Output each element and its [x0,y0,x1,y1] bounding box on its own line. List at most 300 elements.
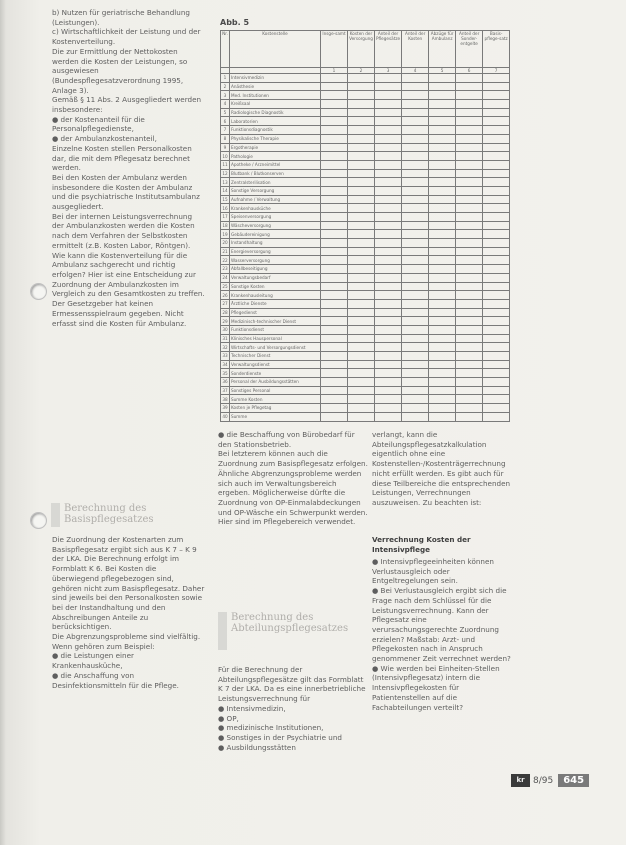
table-cell [402,143,429,152]
table-cell [402,239,429,248]
table-cell [375,186,402,195]
binder-hole-icon [30,283,47,300]
row-number: 20 [222,240,228,246]
table-cell [402,404,429,413]
table-cell [483,395,510,404]
table-cell [429,169,456,178]
table-cell [375,134,402,143]
paragraph: Der Gesetzgeber hat keinen Ermessensspielraum gegeben. Nicht erfasst sind die Kosten für Ambulanz. [52,299,187,328]
row-number: 37 [222,388,228,394]
table-row [221,378,510,387]
table-cell [321,404,348,413]
table-cell [483,82,510,91]
table-index-cell: 1 [321,68,348,74]
table-index-cell: 5 [429,68,456,74]
table-cell [348,117,375,126]
paragraph: ● medizinische Institutionen, [218,723,324,733]
table-cell [402,308,429,317]
table-cell [348,239,375,248]
table-cell [456,152,483,161]
paragraph: Bei der internen Leistungsverrechnung der Ambulanzkosten werden die Kosten nach dem Verfahren der Selbstkosten ermittelt (z.B. Kosten Labor, Röntgen). [52,211,195,250]
row-number: 22 [222,257,228,263]
table-cell [375,317,402,326]
table-cell [429,299,456,308]
table-cell [429,378,456,387]
table-index-cell: 6 [456,68,483,74]
table-cell [456,221,483,230]
row-label: Ergotherapie [230,143,321,152]
row-label: Sonstige Versorgung [230,186,321,195]
row-number: 4 [221,100,230,109]
table-cell [375,265,402,274]
table-cell [375,404,402,413]
table-cell [483,204,510,213]
table-cell [483,169,510,178]
table-cell [483,386,510,395]
table-cell [321,100,348,109]
left-text-column [52,8,205,328]
table-cell [348,152,375,161]
paragraph: Wie kann die Kostenverteilung für die Ambulanz sachgerecht und richtig erfolgen? Hier ist eine Entscheidung zur Zuordnung der Ambulanzkosten im Vergleich zu den Gesamtkosten zu treffen. [52,250,205,299]
table-row [221,230,510,239]
table-cell [429,160,456,169]
table-cell [348,395,375,404]
table-cell [402,256,429,265]
table-cell [321,117,348,126]
table-cell [321,273,348,282]
section-heading-basispflegesatz: Berechnung des Basispflegesatzes [64,503,154,525]
row-number: 23 [222,266,228,272]
table-cell [348,204,375,213]
table-cell [429,343,456,352]
table-cell [456,186,483,195]
table-header-cell: Insge-samt [321,31,348,68]
table-cell [402,230,429,239]
row-number: 15 [222,196,228,202]
table-cell [402,412,429,421]
table-cell [375,334,402,343]
row-label: Radiologische Diagnostik [230,108,321,117]
table-cell [456,369,483,378]
paragraph: Die Zuordnung der Kostenarten zum Basispflegesatz ergibt sich aus K 7 – K 9 der LKA. Die Berechnung erfolgt im Formblatt K 6. Bei Kosten die überwiegend pflegebezogen sind, gehören nicht zum Basispflegesatz. Daher sind jeweils bei den Personalkosten sowie bei der Instandhaltung und den Abschreibungen Anteile zu berücksichtigen. [52,535,205,632]
table-cell [429,134,456,143]
table-cell [483,256,510,265]
table-cell [456,412,483,421]
table-cell [348,143,375,152]
row-label: Gebäudereinigung [230,230,321,239]
row-number: 39 [222,405,228,411]
table-cell [483,178,510,187]
table-cell [375,369,402,378]
table-row [221,386,510,395]
row-number: 36 [222,379,228,385]
table-cell [375,160,402,169]
table-cell [402,186,429,195]
table-cell [375,282,402,291]
row-label: Krankenhausleitung [230,291,321,300]
table-cell [456,334,483,343]
table-cell [402,317,429,326]
row-number: 27 [222,301,228,307]
paragraph: ● die Leistungen einer Krankenhausküche, [52,651,134,671]
row-number: 16 [222,205,228,211]
table-cell [321,126,348,135]
row-label: Energieversorgung [230,247,321,256]
table-cell [348,74,375,83]
row-number: 11 [222,162,228,168]
row-label: Anästhesie [230,82,321,91]
table-row [221,265,510,274]
table-cell [348,273,375,282]
table-cell [483,100,510,109]
table-row [221,134,510,143]
section-heading-abteilungspflegesatz: Berechnung des Abteilungspflegesatzes [231,612,349,634]
right-subheading: Verrechnung Kosten der Intensivpflege [372,535,471,554]
table-header-cell: Nr. [221,31,230,68]
table-cell [483,282,510,291]
table-cell [456,204,483,213]
table-cell [402,343,429,352]
table-cell [375,108,402,117]
table-cell [402,74,429,83]
table-cell [456,308,483,317]
table-cell [429,143,456,152]
table-cell [456,126,483,135]
table-cell [456,282,483,291]
table-cell [321,204,348,213]
paragraph: ● die Anschaffung von Desinfektionsmitteln für die Pflege. [52,670,179,690]
row-label: Instandhaltung [230,239,321,248]
table-cell [321,299,348,308]
table-cell [402,178,429,187]
table-cell [429,256,456,265]
table-cell [429,100,456,109]
table-cell [375,169,402,178]
table-cell [348,404,375,413]
table-cell [348,360,375,369]
table-cell [429,178,456,187]
paragraph: Bei letzterem können auch die Zuordnung zum Basispflegesatz erfolgen. [218,449,368,469]
table-cell [483,334,510,343]
table-cell [483,352,510,361]
row-label: Ärztliche Dienste [230,299,321,308]
table-cell [402,334,429,343]
row-number: 30 [222,327,228,333]
table-cell [348,265,375,274]
table-row [221,239,510,248]
row-label: Wasserversorgung [230,256,321,265]
row-label: Physikalische Therapie [230,134,321,143]
table-cell [483,74,510,83]
table-cell [321,247,348,256]
row-label: Sonderdienste [230,369,321,378]
paragraph: ● Intensivpflegeeinheiten können Verlustausgleich oder Entgeltregelungen sein. [372,557,494,586]
table-cell [375,221,402,230]
table-cell [483,404,510,413]
table-cell [375,325,402,334]
table-cell [321,317,348,326]
row-number: 25 [222,283,228,289]
table-cell [321,82,348,91]
table-row [221,204,510,213]
table-cell [429,282,456,291]
table-cell [402,91,429,100]
table-cell [321,378,348,387]
table-cell [429,273,456,282]
table-cell [483,134,510,143]
table-cell [321,308,348,317]
table-cell [321,265,348,274]
row-label: Verwaltungsbedarf [230,273,321,282]
table-cell [483,239,510,248]
issue-number: 8/95 [533,775,554,786]
table-cell [456,91,483,100]
table-row [221,352,510,361]
table-cell [375,273,402,282]
table-cell [375,343,402,352]
table-cell [348,343,375,352]
table-cell [402,100,429,109]
row-label: Kosten je Pflegetag [230,404,321,413]
table-cell [321,178,348,187]
row-label: Med. Institutionen [230,91,321,100]
table-cell [375,117,402,126]
table-cell [456,213,483,222]
table-cell [429,334,456,343]
table-cell [429,108,456,117]
table-cell [348,317,375,326]
table-row [221,325,510,334]
table-cell [348,352,375,361]
row-label: Speisenversorgung [230,213,321,222]
table-cell [375,256,402,265]
table-cell [348,221,375,230]
table-cell [321,91,348,100]
table-cell [429,221,456,230]
table-cell [321,195,348,204]
table-cell [402,169,429,178]
table-row [221,273,510,282]
table-row [221,160,510,169]
table-cell [348,256,375,265]
table-cell [456,143,483,152]
table-cell [348,108,375,117]
row-number: 8 [221,134,230,143]
table-cell [483,221,510,230]
table-cell [321,143,348,152]
cost-table [220,30,510,422]
paragraph: ● Ausbildungsstätten [218,742,296,752]
table-header-cell: Abzüge für Ambulanz [429,31,456,68]
table-cell [456,273,483,282]
binder-hole-icon [30,512,47,529]
table-cell [429,239,456,248]
table-cell [402,273,429,282]
paragraph: b) Nutzen für geriatrische Behandlung (Leistungen). [52,8,190,27]
row-number: 17 [222,214,228,220]
paragraph: ● der Kostenanteil für die Personalpflegedienste, [52,114,145,134]
table-cell [456,317,483,326]
table-cell [429,369,456,378]
row-number: 18 [222,223,228,229]
right-text-column [372,430,512,508]
table-row [221,291,510,300]
table-cell [456,160,483,169]
table-cell [483,317,510,326]
table-cell [429,152,456,161]
table-cell [402,325,429,334]
table-cell [321,221,348,230]
table-cell [402,82,429,91]
row-number: 14 [222,188,228,194]
table-cell [483,360,510,369]
table-cell [321,343,348,352]
table-cell [402,152,429,161]
table-cell [321,291,348,300]
table-cell [375,213,402,222]
table-cell [402,291,429,300]
table-cell [429,82,456,91]
row-label: Abfallbeseitigung [230,265,321,274]
table-cell [375,395,402,404]
table-cell [321,386,348,395]
row-number: 19 [222,231,228,237]
table-cell [375,91,402,100]
table-cell [483,230,510,239]
table-cell [483,152,510,161]
table-cell [483,291,510,300]
table-cell [348,378,375,387]
heading-marker [51,503,60,527]
table-cell [456,352,483,361]
row-number: 28 [222,309,228,315]
row-number: 35 [222,370,228,376]
table-row [221,221,510,230]
paragraph: Gemäß § 11 Abs. 2 Ausgegliedert werden insbesondere: [52,95,202,115]
table-cell [321,160,348,169]
table-cell [429,317,456,326]
table-cell [483,117,510,126]
table-row [221,82,510,91]
table-cell [375,308,402,317]
row-label: Blutbank / Blutkonserven [230,169,321,178]
table-cell [375,82,402,91]
table-cell [375,100,402,109]
table-cell [402,247,429,256]
table-cell [483,265,510,274]
table-cell [429,265,456,274]
table-cell [375,386,402,395]
table-cell [402,221,429,230]
table-row [221,186,510,195]
table-cell [375,178,402,187]
table-cell [321,239,348,248]
table-header-cell: Kosten der Versorgung [348,31,375,68]
page-footer [511,774,589,787]
table-row [221,317,510,326]
table-row [221,178,510,187]
table-cell [483,378,510,387]
table-cell [402,360,429,369]
paragraph: Die zur Ermittlung der Nettokosten werden die Kosten der Leistungen, so ausgewiesen (Bundespflegesatzverordnung 1995, Anlage 3). [52,46,188,95]
table-cell [429,412,456,421]
row-label: Krankenhausküche [230,204,321,213]
table-cell [456,299,483,308]
table-cell [321,395,348,404]
table-cell [483,273,510,282]
table-cell [375,195,402,204]
paragraph: Für die Berechnung der Abteilungspflegesätze gilt das Formblatt K 7 der LKA. Da es eine innerbetriebliche Leistungsverrechnung für [218,665,366,704]
table-index-cell: 7 [483,68,510,74]
row-number: 10 [222,153,228,159]
table-cell [375,239,402,248]
table-cell [483,108,510,117]
paragraph: c) Wirtschaftlichkeit der Leistung und der Kostenverteilung. [52,27,201,47]
table-cell [429,395,456,404]
table-cell [321,108,348,117]
table-cell [348,308,375,317]
table-row [221,412,510,421]
table-cell [456,291,483,300]
table-cell [402,352,429,361]
table-cell [456,195,483,204]
row-number: 21 [222,249,228,255]
table-cell [321,334,348,343]
row-number: 12 [222,170,228,176]
table-row [221,195,510,204]
table-header-cell: Anteil der Kosten [402,31,429,68]
table-cell [348,178,375,187]
table-cell [402,299,429,308]
table-cell [321,282,348,291]
paragraph: ● Wie werden bei Einheiten-Stellen (Intensivpflegesatz) intern die Intensivpflegekosten für Patientenstellen auf die Fachabteilungen verteilt? [372,663,500,712]
table-index-cell: 3 [375,68,402,74]
table-header-cell: Anteil der Sonder-entgelte [456,31,483,68]
table-cell [483,195,510,204]
middle-text-column [218,430,368,527]
table-row [221,395,510,404]
table-cell [483,247,510,256]
table-cell [456,100,483,109]
row-number: 31 [222,335,228,341]
table-cell [429,291,456,300]
table-cell [348,334,375,343]
table-row [221,126,510,135]
table-row [221,369,510,378]
table-cell [321,230,348,239]
table-cell [483,143,510,152]
table-cell [348,160,375,169]
table-cell [456,256,483,265]
table-row [221,360,510,369]
table-cell [483,369,510,378]
table-cell [429,404,456,413]
table-cell [321,152,348,161]
table-cell [375,204,402,213]
table-cell [456,378,483,387]
table-cell [429,386,456,395]
row-label: Sonstige Kosten [230,282,321,291]
table-cell [456,239,483,248]
table-cell [483,186,510,195]
table-cell [348,299,375,308]
table-cell [348,169,375,178]
table-row [221,117,510,126]
table-cell [375,152,402,161]
paragraph: ● Bei Verlustausgleich ergibt sich die Frage nach dem Schlüssel für die Leistungsverrechnung. Kann der Pflegesatz eine verursachungsgerechte Zuordnung erzielen? Maßstab: Arzt- und Pflegekosten nach in Anspruch genommener Zeit verrechnet werden? [372,586,511,664]
table-cell [402,134,429,143]
table-cell [429,91,456,100]
